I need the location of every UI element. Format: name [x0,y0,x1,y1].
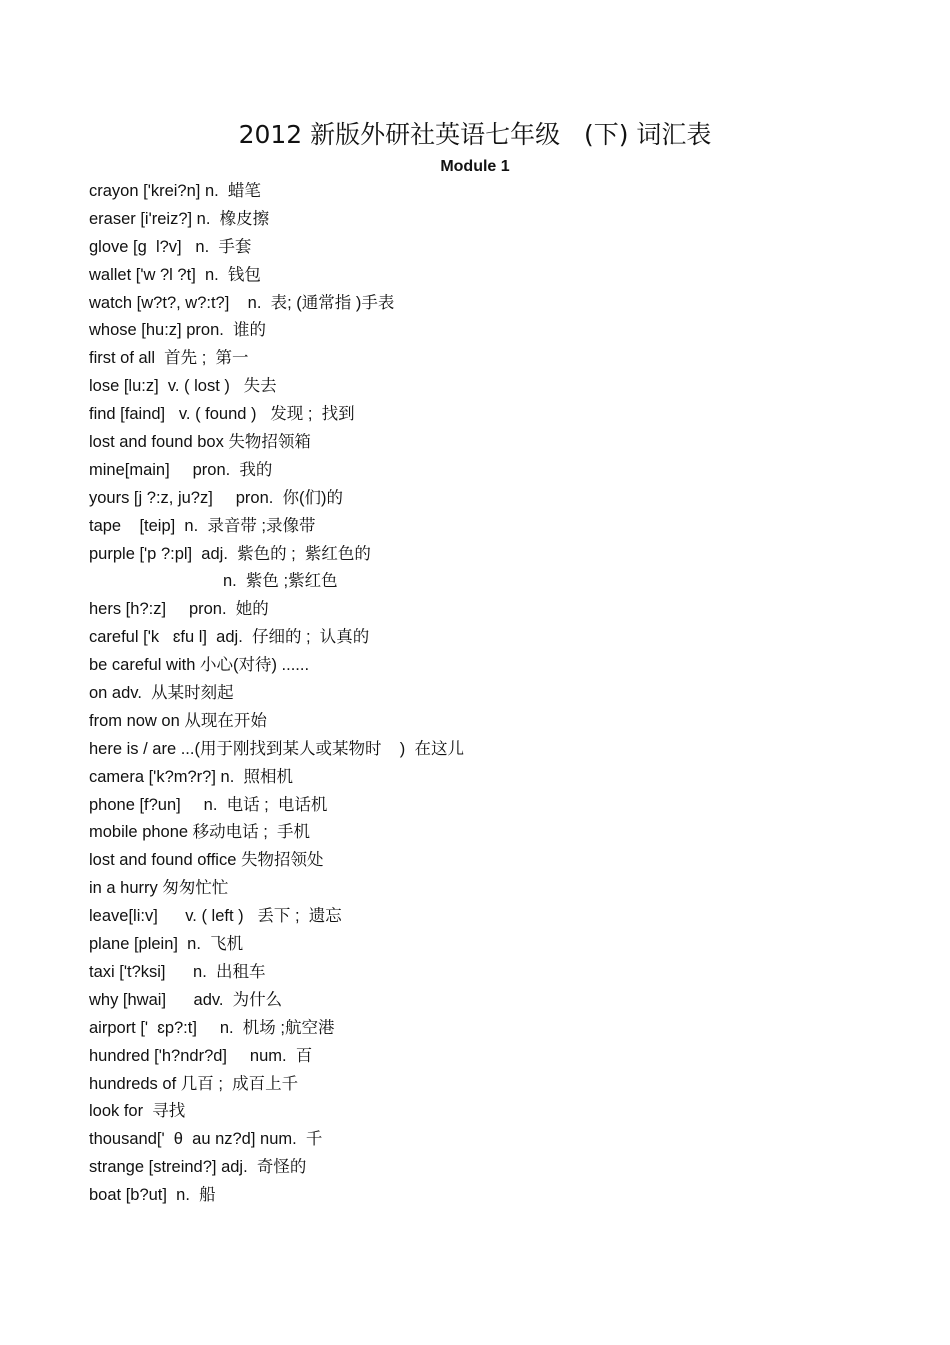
vocab-entry: plane [plein] n. 飞机 [89,935,244,954]
vocab-entry: airport [' ɛp?:t] n. 机场 ;航空港 [89,1018,335,1037]
vocab-entry: strange [streind?] adj. 奇怪的 [89,1158,307,1177]
vocab-entry: watch [w?t?, w?:t?] n. 表; (通常指 )手表 [89,293,395,312]
vocab-entry: whose [hu:z] pron. 谁的 [89,321,266,340]
vocab-entry: in a hurry 匆匆忙忙 [89,879,229,898]
vocab-entry: find [faind] v. ( found ) 发现 ; 找到 [89,405,355,424]
vocab-entry: look for 寻找 [89,1102,186,1121]
vocab-entry: crayon ['krei?n] n. 蜡笔 [89,182,261,200]
module-heading: Module 1 [440,158,510,175]
vocab-entry: camera ['k?m?r?] n. 照相机 [89,767,293,786]
vocab-entry: lose [lu:z] v. ( lost ) 失去 [89,377,277,396]
vocab-entry: thousand[' θ au nz?d] num. 千 [89,1130,323,1149]
vocab-entry: tape [teip] n. 录音带 ;录像带 [89,516,316,535]
vocab-entry: first of all 首先 ; 第一 [89,349,249,368]
vocab-entry: lost and found office 失物招领处 [89,851,324,870]
vocab-entry: glove [ɡ l?v] n. 手套 [89,237,252,256]
vocab-entry: phone [f?un] n. 电话 ; 电话机 [89,795,328,814]
vocab-entry: on adv. 从某时刻起 [89,684,234,703]
vocab-entry: from now on 从现在开始 [89,711,267,730]
vocab-entry: wallet ['w ?l ?t] n. 钱包 [89,265,261,284]
vocab-entry: boat [b?ut] n. 船 [89,1186,216,1205]
vocab-entry: here is / are ...(用于刚找到某人或某物时 ) 在这儿 [89,739,464,758]
vocab-entry: mine[main] pron. 我的 [89,460,273,479]
vocab-entry: purple ['p ?:pl] adj. 紫色的 ; 紫红色的 [89,544,371,563]
vocab-entry: be careful with 小心(对待) ...... [89,656,310,675]
vocab-entry: hundred ['h?ndr?d] num. 百 [89,1046,313,1065]
vocab-entry: why [hwai] adv. 为什么 [89,990,283,1009]
vocab-entry: leave[li:v] v. ( left ) 丢下 ; 遗忘 [89,907,342,926]
vocabulary-list [89,178,909,1210]
vocab-entry: eraser [i'reiz?] n. 橡皮擦 [89,209,270,228]
vocab-entry: mobile phone 移动电话 ; 手机 [89,823,310,842]
vocab-entry: hers [h?:z] pron. 她的 [89,600,269,619]
vocab-entry: taxi ['t?ksi] n. 出租车 [89,962,266,981]
page-title: 2012 新版外研社英语七年级 (下) 词汇表 [238,120,712,149]
vocab-entry: careful ['k ɛfu l] adj. 仔细的 ; 认真的 [89,628,370,647]
vocab-entry: n. 紫色 ;紫红色 [223,572,338,591]
vocab-entry: lost and found box 失物招领箱 [89,433,311,452]
vocab-entry: hundreds of 几百 ; 成百上千 [89,1074,299,1093]
vocab-entry: yours [j ?:z, ju?z] pron. 你(们)的 [89,488,343,507]
